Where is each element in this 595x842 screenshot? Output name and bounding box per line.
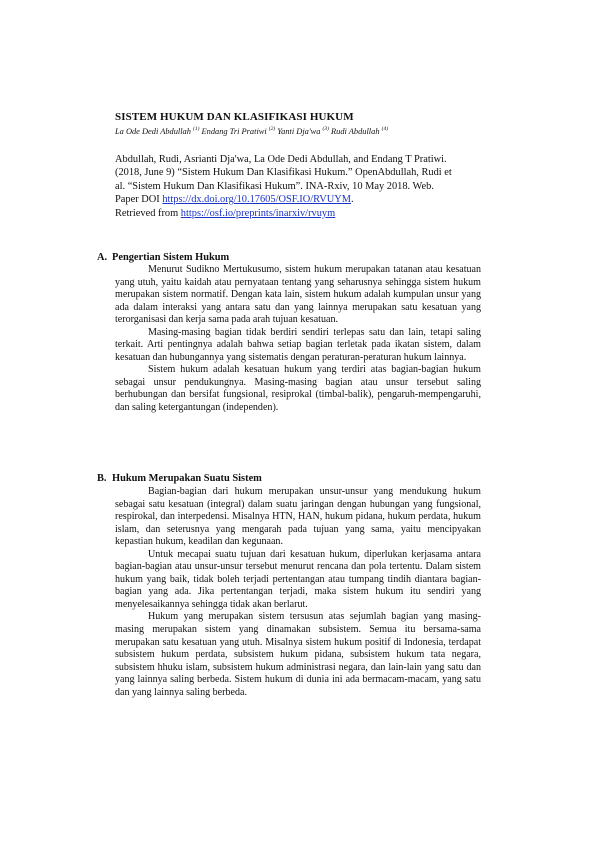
retrieved-link[interactable]: https://osf.io/preprints/inarxiv/rvuym <box>180 207 336 219</box>
paragraph: Untuk mecapai suatu tujuan dari kesatuan hukum, diperlukan kerjasama antara bagian-bagian atau unsur-unsur tersebut menurut rencana dan pola tertentu. Dalam sistem hukum yang baik, tidak boleh terjadi pertentangan atau tumpang tindih diantara bagian-bagian yang ada. Jika pertentangan terjadi, maka sistem hukum itu sendiri yang menyelesaikannya sehingga tidak akan berlarut. <box>115 548 481 610</box>
author-name: Endang Tri Pratiwi <box>201 126 267 136</box>
paragraph: Sistem hukum adalah kesatuan hukum yang terdiri atas bagian-bagian hukum sebagai unsur pendukungnya. Masing-masing bagian atau unsur tersebut saling berhubungan dan bersifat fungsional, resiprokal (timbal-balik), pengaruh-mempengaruhi, dan saling ketergantungan (independen). <box>115 364 481 414</box>
author-affiliation-mark: (2) <box>268 126 276 132</box>
doi-prefix: Paper DOI <box>115 194 163 206</box>
paragraph: Bagian-bagian dari hukum merupakan unsur-unsur yang mendukung hukum sebagai satu kesatuan (integral) dalam suatu jaringan dengan hubungan yang fungsional, respirokal, dan interpedensi. Misalnya HTN, HAN, hukum pidana, hukum perdata, hukum islam, dan seterusnya yang mengarah pada tujuan yang sama, yaitu mencipyakan kepastian hukum, keadilan dan kegunaan. <box>115 486 481 548</box>
author-name: Yanti Dja'wa <box>277 126 321 136</box>
citation-block <box>115 153 487 220</box>
author-affiliation-mark: (3) <box>322 126 329 132</box>
retrieved-prefix: Retrieved from <box>115 207 181 219</box>
author-name: Rudi Abdullah <box>331 126 380 136</box>
author-affiliation-mark: (4) <box>381 126 389 132</box>
doi-suffix: . <box>351 194 354 206</box>
paper-title: SISTEM HUKUM DAN KLASIFIKASI HUKUM <box>115 111 354 123</box>
citation-doi-line <box>115 193 487 206</box>
section-number: B. <box>97 473 107 484</box>
citation-retrieved-line <box>115 207 487 220</box>
section-body-a <box>115 264 481 415</box>
section-title: Pengertian Sistem Hukum <box>112 252 230 263</box>
citation-line: Abdullah, Rudi, Asrianti Dja'wa, La Ode Dedi Abdullah, and Endang T Pratiwi. <box>115 154 447 165</box>
author-affiliation-mark: (1) <box>193 126 200 132</box>
paragraph: Menurut Sudikno Mertukusumo, sistem hukum merupakan tatanan atau kesatuan yang utuh, yaitu kaidah atau pernyataan tentang yang seharusnya sehingga sistem hukum merupakan sistem normatif. Dengan kata lain, sistem hukum adalah kumpulan unsur yang ada dalam interaksi yang antara satu dan yang lainnya merupakan satu kesatuan yang terorganisasi dan kerja sama pada arah tujuan kesatuan. <box>115 264 481 326</box>
section-title: Hukum Merupakan Suatu Sistem <box>112 473 262 484</box>
citation-line: (2018, June 9) “Sistem Hukum Dan Klasifikasi Hukum.” OpenAbdullah, Rudi et <box>115 167 452 179</box>
citation-line: al. “Sistem Hukum Dan Klasifikasi Hukum”. INA-Rxiv, 10 May 2018. Web. <box>115 180 434 192</box>
paragraph: Masing-masing bagian tidak berdiri sendiri terlepas satu dan lain, tetapi saling terkait. Arti pentingnya adalah bahwa setiap bagian terletak pada ikatan sistem, dalam kesatuan dan hubungannya yang sistematis dengan peraturan-peraturan hukum lainnya. <box>115 326 481 363</box>
doi-link[interactable]: https://dx.doi.org/10.17605/OSF.IO/RVUYM <box>162 194 351 206</box>
author-list <box>115 126 388 136</box>
section-number: A. <box>97 252 108 263</box>
section-heading-a <box>97 252 229 263</box>
section-body-b <box>115 486 481 699</box>
author-name: La Ode Dedi Abdullah <box>115 126 191 136</box>
section-heading-b <box>97 473 262 484</box>
paragraph: Hukum yang merupakan sistem tersusun atas sejumlah bagian yang masing-masing merupakan sistem yang dinamakan subsistem. Semua itu bersama-sama merupakan satu kesatuan yang utuh. Misalnya sistem hukum positif di Indonesia, terdapat subsistem hukum perdata, subsistem hukum pidana, subsistem hukum tata negara, subsistem hhuku islam, subsistem hukum administrasi negara, dan lain-lain yang satu dan yang lainnya saling berbeda. Sistem hukum di dunia ini ada bermacam-macam, yang satu dan yang lainnya saling berbeda. <box>115 611 481 698</box>
